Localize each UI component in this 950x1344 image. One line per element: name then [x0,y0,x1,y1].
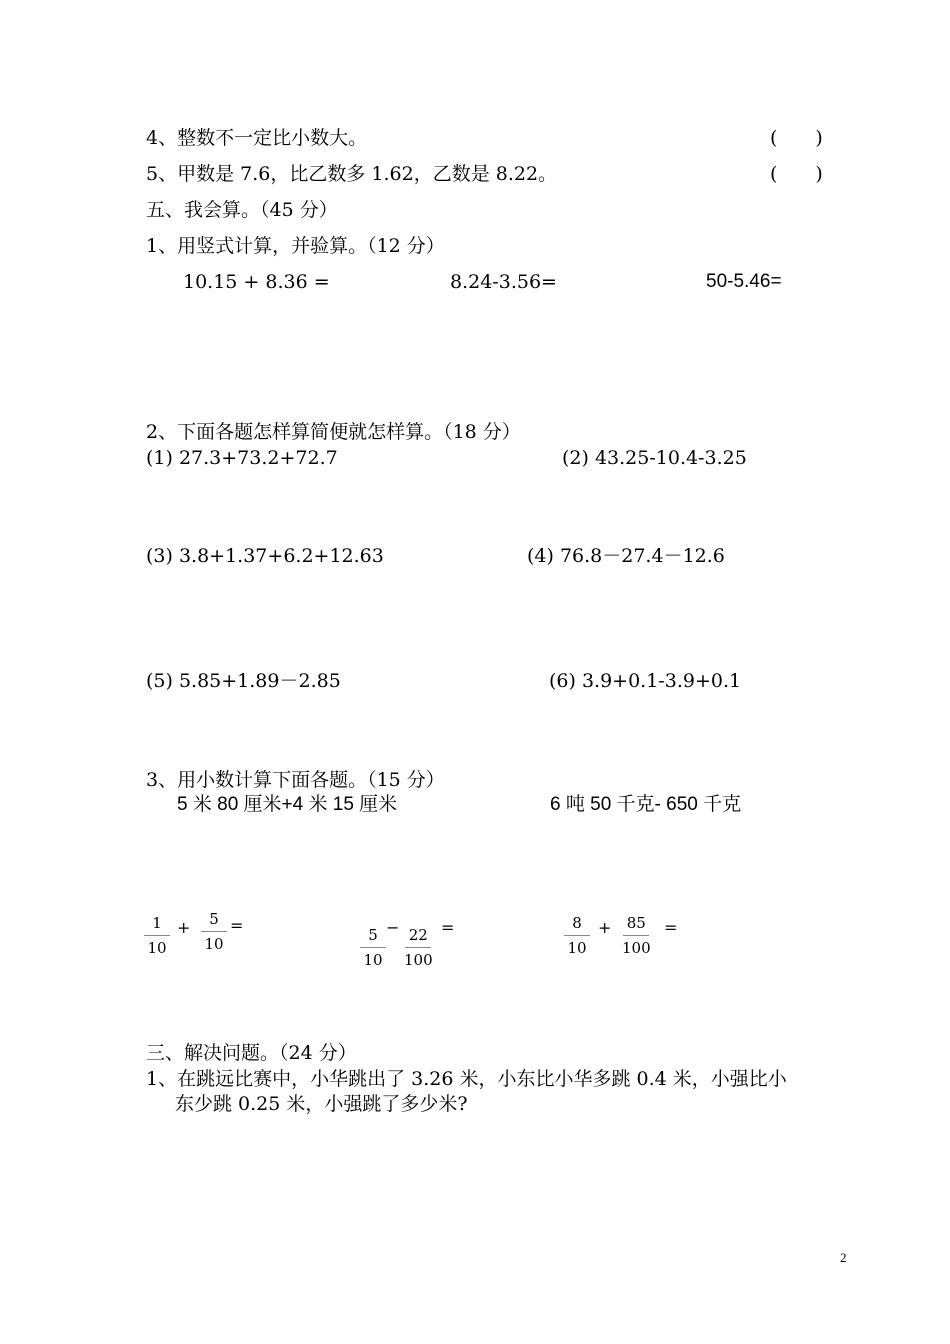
q2-problem-2: (2) 43.25-10.4-3.25 [562,447,747,469]
q2-title: 2、下面各题怎样算简便就怎样算。（18 分） [146,421,521,443]
denominator: 100 [404,951,433,969]
equals-sign: = [230,916,244,935]
fraction-1a [144,914,170,957]
q3-expr-a: 5 米 80 厘米+4 米 15 厘米 [177,794,398,815]
section-3-title: 三、解决问题。（24 分） [146,1042,357,1064]
word-problem-1-line-2: 东少跳 0.25 米，小强跳了多少米? [175,1093,468,1115]
q2-problem-1: (1) 27.3+73.2+72.7 [146,447,338,469]
page-number: 2 [840,1250,847,1265]
numerator: 8 [564,914,590,936]
fraction-2a [360,926,386,969]
judge-item-4: 4、整数不一定比小数大。 [146,127,368,149]
q1-expr-c: 50-5.46= [706,271,782,292]
q2-problem-5: (5) 5.85+1.89－2.85 [146,670,341,692]
denominator: 10 [147,939,167,957]
word-problem-1-line-1: 1、在跳远比赛中，小华跳出了 3.26 米，小东比小华多跳 0.4 米，小强比小 [146,1068,787,1090]
q3-title: 3、用小数计算下面各题。（15 分） [146,769,445,791]
numerator: 22 [405,926,431,948]
equals-sign: = [441,918,455,937]
denominator: 10 [567,939,587,957]
operator: + [177,918,191,937]
q1-expr-b: 8.24-3.56= [450,271,557,293]
judge-item-4-answer-blank[interactable]: ( ) [770,127,823,149]
operator: − [386,918,400,937]
numerator: 5 [360,926,386,948]
operator: + [598,918,612,937]
q2-problem-6: (6) 3.9+0.1-3.9+0.1 [549,670,742,692]
q1-expr-a: 10.15 + 8.36 = [183,271,330,293]
q2-problem-3: (3) 3.8+1.37+6.2+12.63 [146,545,384,567]
q2-problem-4: (4) 76.8－27.4－12.6 [527,545,725,567]
equals-sign: = [664,918,678,937]
judge-item-5: 5、甲数是 7.6，比乙数多 1.62，乙数是 8.22。 [146,163,558,185]
section-5-title: 五、我会算。（45 分） [146,199,338,221]
fraction-1b [201,910,227,953]
q3-expr-b: 6 吨 50 千克- 650 千克 [550,794,742,815]
denominator: 100 [622,939,651,957]
numerator: 85 [623,914,649,936]
fraction-2b [404,926,433,969]
fraction-3a [564,914,590,957]
denominator: 10 [363,951,383,969]
q1-title: 1、用竖式计算，并验算。（12 分） [146,235,445,257]
judge-item-5-answer-blank[interactable]: ( ) [770,163,823,185]
numerator: 1 [144,914,170,936]
fraction-3b [622,914,651,957]
denominator: 10 [204,935,224,953]
numerator: 5 [201,910,227,932]
